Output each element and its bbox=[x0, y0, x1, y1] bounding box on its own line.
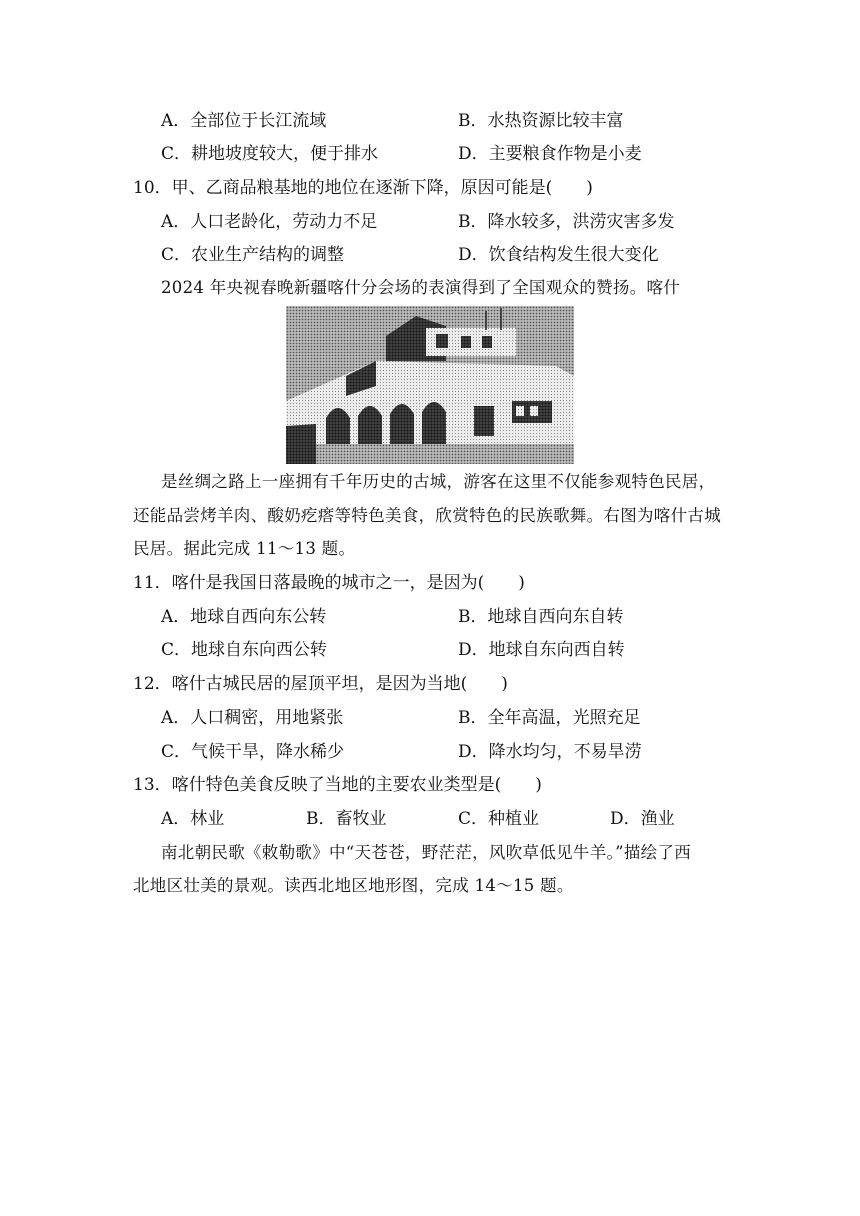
option-letter: C． bbox=[458, 809, 489, 829]
option-a-row1[interactable] bbox=[161, 109, 326, 133]
q12-option-b[interactable] bbox=[458, 706, 641, 730]
option-text: 地球自东向西自转 bbox=[488, 640, 625, 660]
option-letter: B． bbox=[458, 607, 488, 627]
option-text: 饮食结构发生很大变化 bbox=[488, 245, 659, 265]
q12-option-a[interactable] bbox=[161, 706, 343, 730]
option-letter: C． bbox=[161, 245, 192, 265]
option-letter: A． bbox=[161, 607, 191, 627]
q13-option-c[interactable] bbox=[458, 807, 539, 831]
option-text: 降水均匀，不易旱涝 bbox=[488, 742, 642, 762]
kashgar-dwelling-photo bbox=[286, 306, 574, 464]
q11-option-a[interactable] bbox=[161, 605, 326, 629]
q13-option-d[interactable] bbox=[610, 807, 675, 831]
option-d-row1[interactable] bbox=[458, 142, 642, 166]
option-text: 主要粮食作物是小麦 bbox=[488, 144, 642, 164]
option-text: 农业生产结构的调整 bbox=[191, 245, 345, 265]
option-letter: D． bbox=[458, 640, 489, 660]
passage-1-line-1: 2024 年央视春晚新疆喀什分会场的表演得到了全国观众的赞扬。喀什 bbox=[161, 278, 681, 297]
option-letter: B． bbox=[458, 708, 488, 728]
option-text: 水热资源比较丰富 bbox=[487, 111, 624, 131]
q11-option-c[interactable] bbox=[161, 638, 327, 662]
passage-1-line-4: 民居。据此完成 11～13 题。 bbox=[133, 539, 356, 558]
option-letter: C． bbox=[161, 742, 192, 762]
q10-option-a[interactable] bbox=[161, 210, 377, 234]
option-text: 全部位于长江流域 bbox=[190, 111, 327, 131]
option-text: 耕地坡度较大，便于排水 bbox=[191, 144, 379, 164]
q11-option-d[interactable] bbox=[458, 638, 625, 662]
option-letter: A． bbox=[161, 809, 191, 829]
option-text: 地球自西向东自转 bbox=[487, 607, 624, 627]
option-letter: C． bbox=[161, 144, 192, 164]
question-12-stem: 12．喀什古城民居的屋顶平坦，是因为当地( ) bbox=[133, 674, 508, 694]
passage-1-line-2: 是丝绸之路上一座拥有千年历史的古城，游客在这里不仅能参观特色民居， bbox=[161, 472, 716, 491]
q10-option-b[interactable] bbox=[458, 210, 675, 234]
option-letter: D． bbox=[610, 809, 641, 829]
option-b-row1[interactable] bbox=[458, 109, 624, 133]
q12-option-c[interactable] bbox=[161, 740, 344, 764]
q12-option-d[interactable] bbox=[458, 740, 642, 764]
option-letter: D． bbox=[458, 245, 489, 265]
option-letter: B． bbox=[458, 212, 488, 232]
q11-option-b[interactable] bbox=[458, 605, 624, 629]
option-letter: A． bbox=[161, 212, 191, 232]
option-letter: C． bbox=[161, 640, 192, 660]
option-letter: B． bbox=[458, 111, 488, 131]
option-text: 渔业 bbox=[640, 809, 675, 829]
passage-1-line-3: 还能品尝烤羊肉、酸奶疙瘩等特色美食，欣赏特色的民族歌舞。右图为喀什古城 bbox=[133, 506, 721, 525]
q10-option-d[interactable] bbox=[458, 243, 659, 267]
option-text: 人口老龄化，劳动力不足 bbox=[190, 212, 378, 232]
option-text: 地球自东向西公转 bbox=[191, 640, 328, 660]
option-c-row1[interactable] bbox=[161, 142, 378, 166]
question-10-stem: 10．甲、乙商品粮基地的地位在逐渐下降，原因可能是( ) bbox=[133, 178, 593, 198]
passage-2-line-1: 南北朝民歌《敕勒歌》中“天苍苍，野茫茫，风吹草低见牛羊。”描绘了西 bbox=[161, 843, 692, 862]
option-letter: A． bbox=[161, 111, 191, 131]
option-text: 降水较多，洪涝灾害多发 bbox=[487, 212, 675, 232]
q10-option-c[interactable] bbox=[161, 243, 344, 267]
passage-2-line-2: 北地区壮美的景观。读西北地区地形图，完成 14～15 题。 bbox=[133, 876, 574, 895]
option-text: 人口稠密，用地紧张 bbox=[190, 708, 344, 728]
option-text: 地球自西向东公转 bbox=[190, 607, 327, 627]
option-text: 气候干旱，降水稀少 bbox=[191, 742, 345, 762]
option-letter: D． bbox=[458, 742, 489, 762]
option-text: 畜牧业 bbox=[335, 809, 387, 829]
q13-option-b[interactable] bbox=[306, 807, 387, 831]
option-letter: D． bbox=[458, 144, 489, 164]
option-text: 种植业 bbox=[488, 809, 540, 829]
dwelling-illustration bbox=[286, 306, 574, 464]
question-11-stem: 11．喀什是我国日落最晚的城市之一，是因为( ) bbox=[133, 573, 525, 593]
option-letter: A． bbox=[161, 708, 191, 728]
option-text: 林业 bbox=[190, 809, 225, 829]
option-letter: B． bbox=[306, 809, 336, 829]
option-text: 全年高温，光照充足 bbox=[487, 708, 641, 728]
question-13-stem: 13．喀什特色美食反映了当地的主要农业类型是( ) bbox=[133, 775, 542, 795]
q13-option-a[interactable] bbox=[161, 807, 224, 831]
